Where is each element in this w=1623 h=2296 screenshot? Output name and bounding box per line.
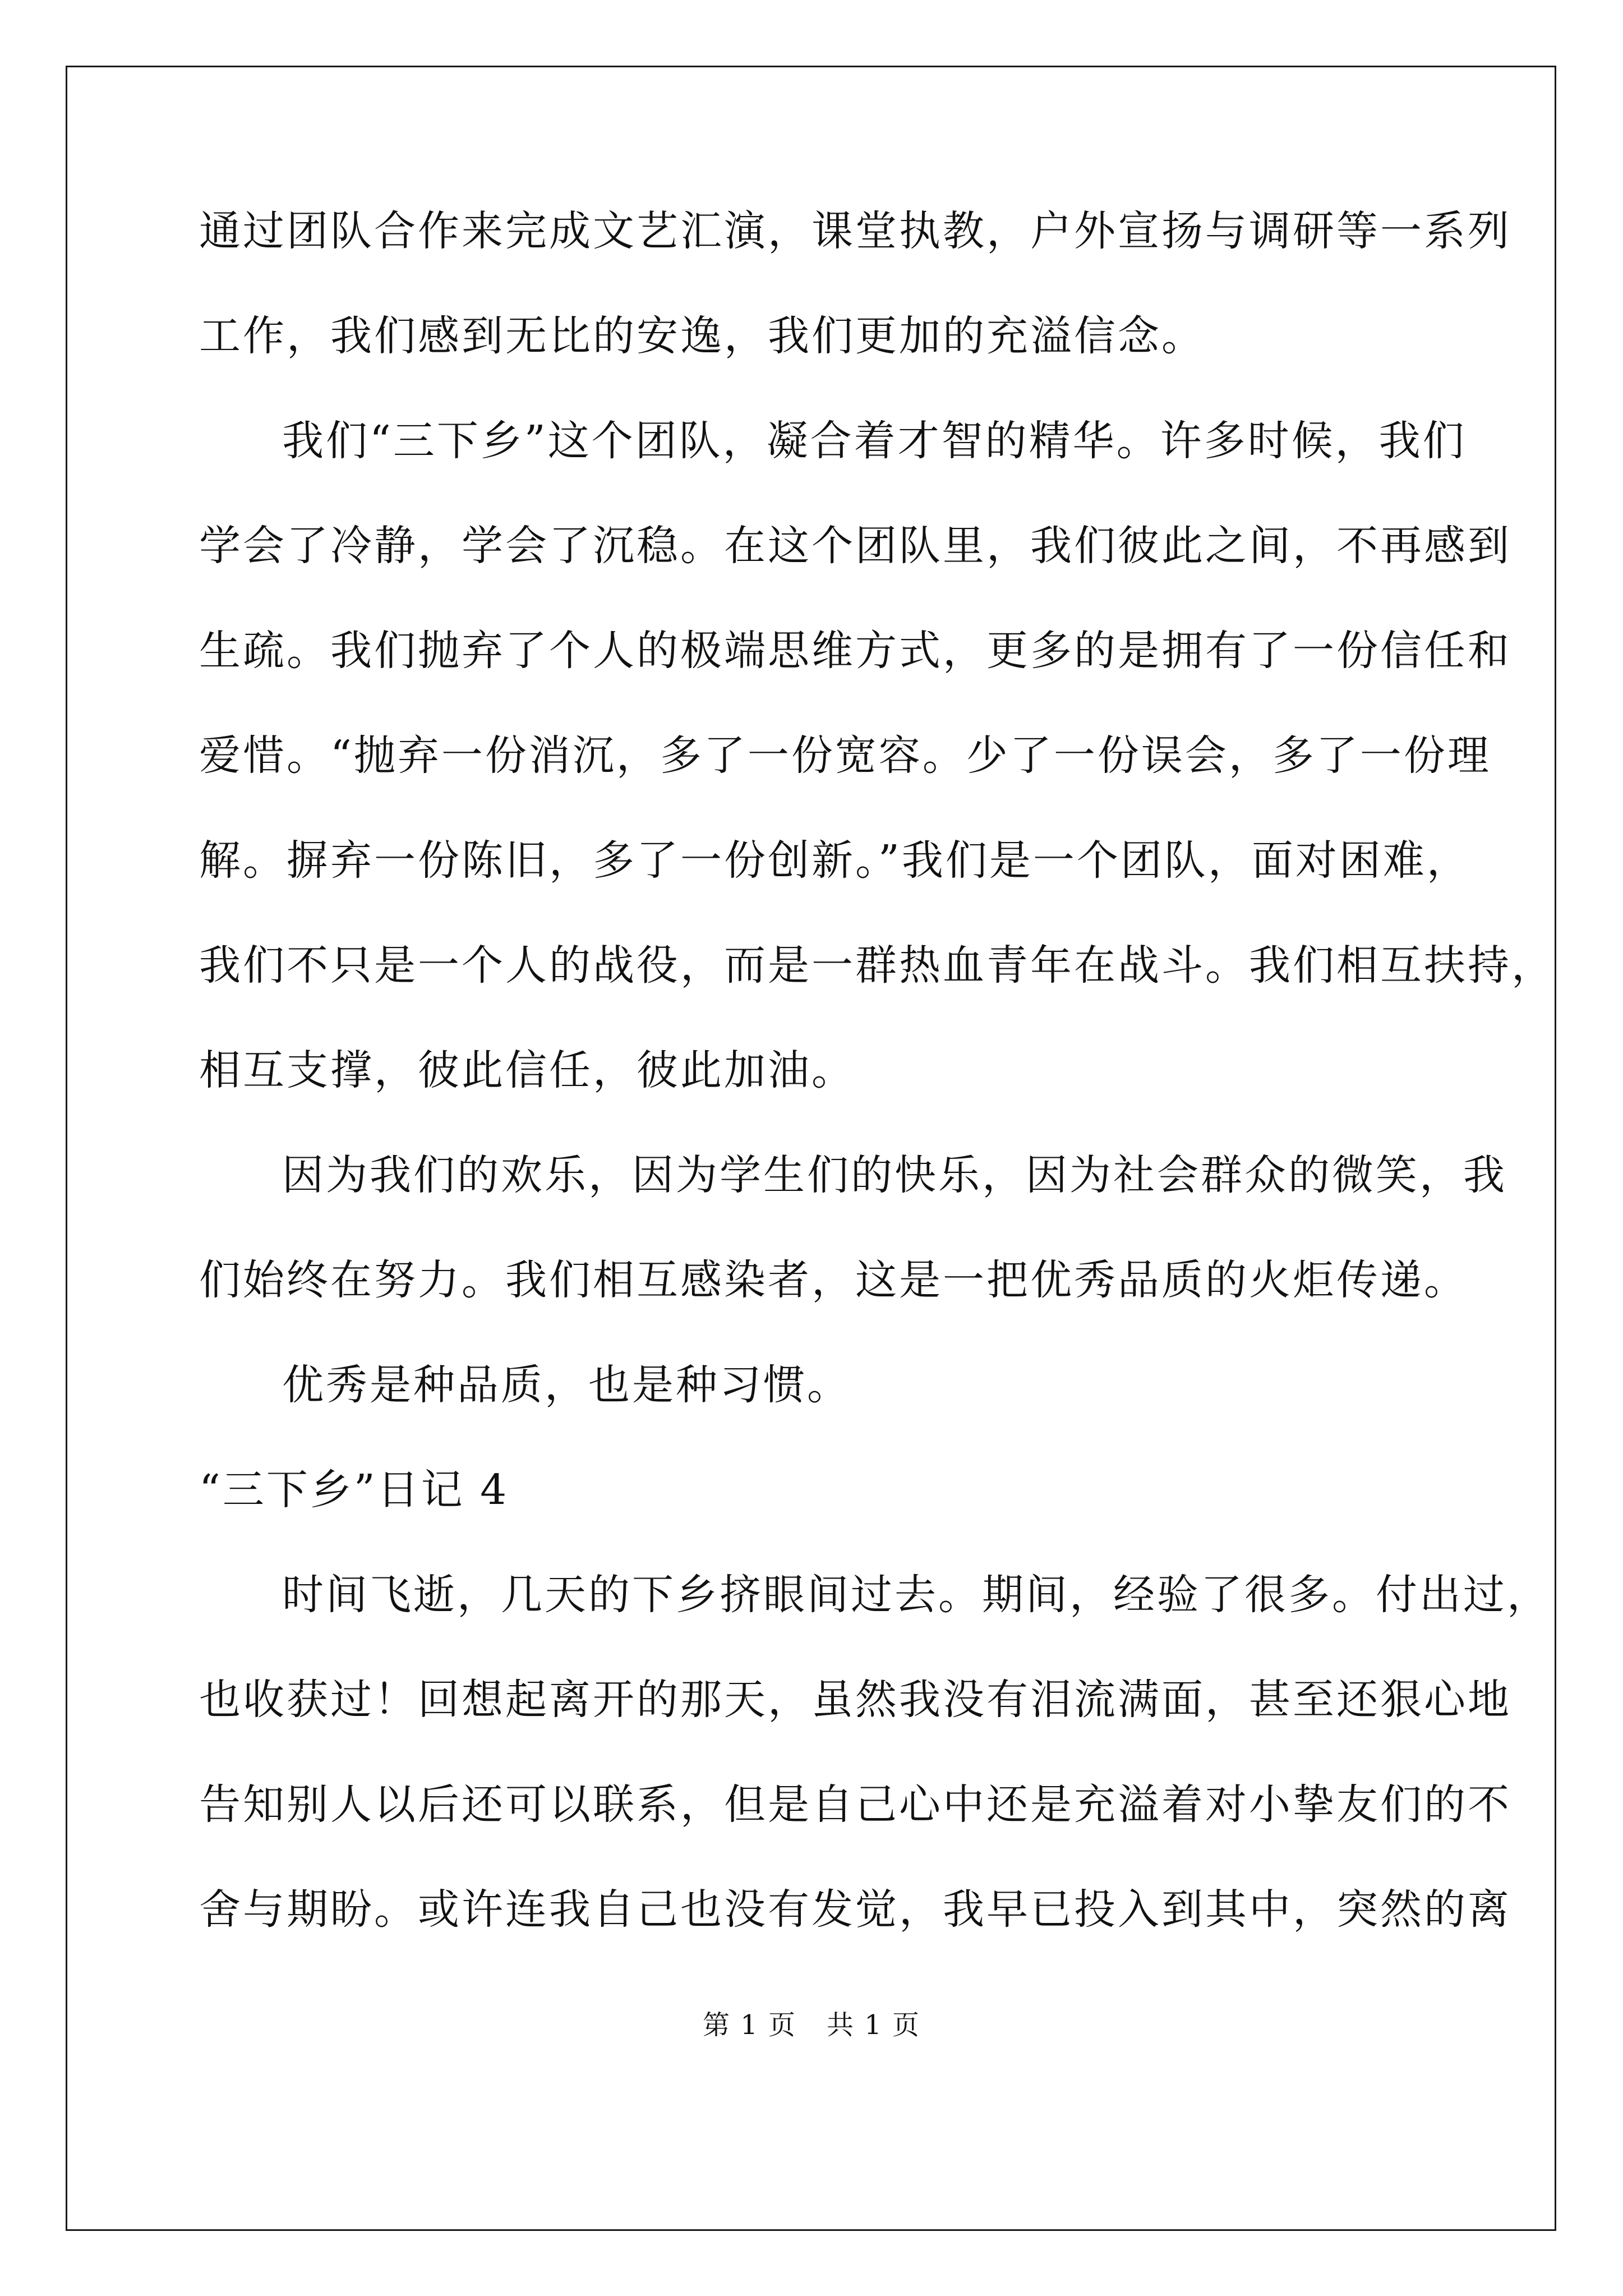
text-line-10: 因为我们的欢乐，因为学生们的快乐，因为社会群众的微笑，我 xyxy=(282,1151,1507,1199)
text-line-3: 我们“三下乡”这个团队，凝合着才智的精华。许多时候，我们 xyxy=(282,417,1467,465)
text-line-8: 我们不只是一个人的战役，而是一群热血青年在战斗。我们相互扶持， xyxy=(199,941,1555,990)
text-line-6: 爱惜。“抛弃一份消沉，多了一份宽容。少了一份误会，多了一份理 xyxy=(199,731,1491,780)
text-line-12: 优秀是种品质，也是种习惯。 xyxy=(282,1361,851,1409)
text-line-15: 也收获过！回想起离开的那天，虽然我没有泪流满面，甚至还狠心地 xyxy=(199,1676,1511,1724)
text-line-17: 舍与期盼。或许连我自己也没有发觉，我早已投入到其中，突然的离 xyxy=(199,1885,1511,1934)
page-total: 共 1 页 xyxy=(827,2009,921,2041)
text-line-14: 时间飞逝，几天的下乡挤眼间过去。期间，经验了很多。付出过， xyxy=(282,1571,1551,1619)
page-footer xyxy=(0,2008,1623,2042)
document-body xyxy=(199,205,1555,1988)
section-heading: “三下乡”日记 4 xyxy=(199,1466,509,1514)
text-line-9: 相互支撑，彼此信任，彼此加油。 xyxy=(199,1046,855,1094)
page-number: 第 1 页 xyxy=(702,2009,796,2041)
text-line-11: 们始终在努力。我们相互感染者，这是一把优秀品质的火炬传递。 xyxy=(199,1256,1468,1304)
text-line-16: 告知别人以后还可以联系，但是自己心中还是充溢着对小挚友们的不 xyxy=(199,1780,1511,1829)
text-line-2: 工作，我们感到无比的安逸，我们更加的充溢信念。 xyxy=(199,312,1205,360)
text-line-4: 学会了冷静，学会了沉稳。在这个团队里，我们彼此之间，不再感到 xyxy=(199,522,1511,570)
text-line-7: 解。摒弃一份陈旧，多了一份创新。”我们是一个团队，面对困难， xyxy=(199,836,1470,885)
text-line-5: 生疏。我们抛弃了个人的极端思维方式，更多的是拥有了一份信任和 xyxy=(199,627,1511,675)
text-line-1: 通过团队合作来完成文艺汇演，课堂执教，户外宣扬与调研等一系列 xyxy=(199,207,1511,255)
